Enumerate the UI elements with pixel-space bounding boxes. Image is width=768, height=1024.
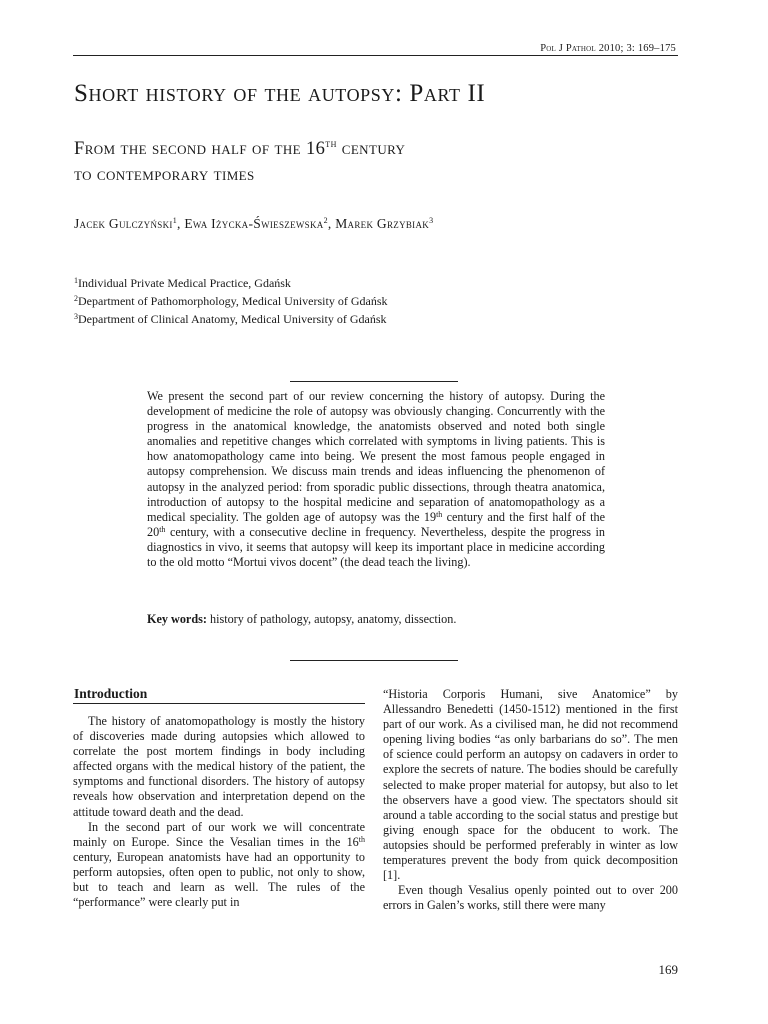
- paragraph: The history of anatomopathology is mostly the history of discoveries made during autopsies which allowed to correlate the post mortem findings in body including affected organs with the medical history of the patient, the symptoms and functional disorders. The history of autopsy reveals how observation and interpretation depend on the attitude toward death and the dead.: [73, 714, 365, 819]
- affiliation-item: $^1$Individual Private Medical Practice, Gdańsk: [74, 276, 291, 290]
- section-heading-rule: [73, 703, 365, 704]
- author-list: Jacek Gulczyński$^1$, Ewa Iżycka-Świeszewska$^2$, Marek Grzybiak$^3$: [74, 216, 434, 231]
- author-name: Marek Grzybiak: [335, 216, 430, 231]
- keywords: [147, 612, 605, 627]
- running-head: Pol J Pathol 2010; 3: 169–175: [540, 43, 676, 54]
- affiliation-list: [74, 273, 388, 327]
- page-number: 169: [658, 962, 678, 977]
- paragraph: Even though Vesalius openly pointed out to over 200 errors in Galen’s works, still there were many: [383, 883, 678, 913]
- subtitle-line1: From the second half of the 16th century: [74, 138, 406, 159]
- keywords-text: history of pathology, autopsy, anatomy, dissection.: [206, 612, 457, 626]
- section-heading-introduction: Introduction: [74, 686, 148, 701]
- author-affiliation-mark: 2: [323, 216, 328, 225]
- abstract: We present the second part of our review concerning the history of autopsy. During the development of medicine the role of autopsy was obviously changing. Concurrently with the progress in the anatomical knowledge, the anatomists observed and noted both single anomalies and repetitive changes which correlated with symptoms in living patients. This is how anatomopathology came into being. We present the most famous people engaged in autopsy comprehension. We discuss main trends and ideas influencing the phenomenon of autopsy in the analyzed period: from sporadic public dissections, through theatra anatomica, introduction of autopsy to the hospital medicine and separation of anatomopathology as a medical speciality. The golden age of autopsy was the 19th century and the first half of the 20th century, with a consecutive decline in frequency. Nevertheless, despite the progress in diagnostics in vivo, it seems that autopsy will keep its important place in medicine according to the old motto “Mortui vivos docent” (the dead teach the living).: [147, 389, 605, 570]
- paragraph: “Historia Corporis Humani, sive Anatomice” by Allessandro Benedetti (1450-1512) mentioned in the first part of our work. As a civilised man, he did not recommend opening living bodies “as only barbarians do so”. The men of science could perform an autopsy on cadavers in order to explore the secrets of nature. The bodies should be carefully selected to make proper material for autopsy, but also to let the observers have a good view. The spectators should sit around a table according to the social status and prestige but giving enough space for the obducent to work. The autopsies should be performed preferably in winter as low temperatures prevent the body from quick decomposition [1].: [383, 687, 678, 883]
- affiliation-item: $^2$Department of Pathomorphology, Medical University of Gdańsk: [74, 294, 388, 308]
- abstract-bottom-rule: [290, 660, 458, 661]
- body-column-right: [383, 687, 678, 913]
- article-subtitle: [74, 131, 405, 188]
- author-affiliation-mark: 3: [429, 216, 434, 225]
- affiliation-item: $^3$Department of Clinical Anatomy, Medical University of Gdańsk: [74, 312, 387, 326]
- header-rule: [73, 55, 678, 56]
- author-affiliation-mark: 1: [172, 216, 177, 225]
- body-column-left: [73, 714, 365, 910]
- abstract-top-rule: [290, 381, 458, 382]
- author-name: Ewa Iżycka-Świeszewska: [184, 216, 324, 231]
- article-title: Short history of the autopsy: Part II: [74, 80, 486, 107]
- paragraph: In the second part of our work we will concentrate mainly on Europe. Since the Vesalian times in the 16th century, European anatomists have had an opportunity to perform autopsies, often open to public, not only to show, but to teach and learn as well. The rules of the “performance” were clearly put in: [73, 819, 365, 910]
- author-name: Jacek Gulczyński: [74, 216, 173, 231]
- subtitle-line2: to contemporary times: [74, 165, 255, 185]
- keywords-label: Key words:: [147, 612, 207, 626]
